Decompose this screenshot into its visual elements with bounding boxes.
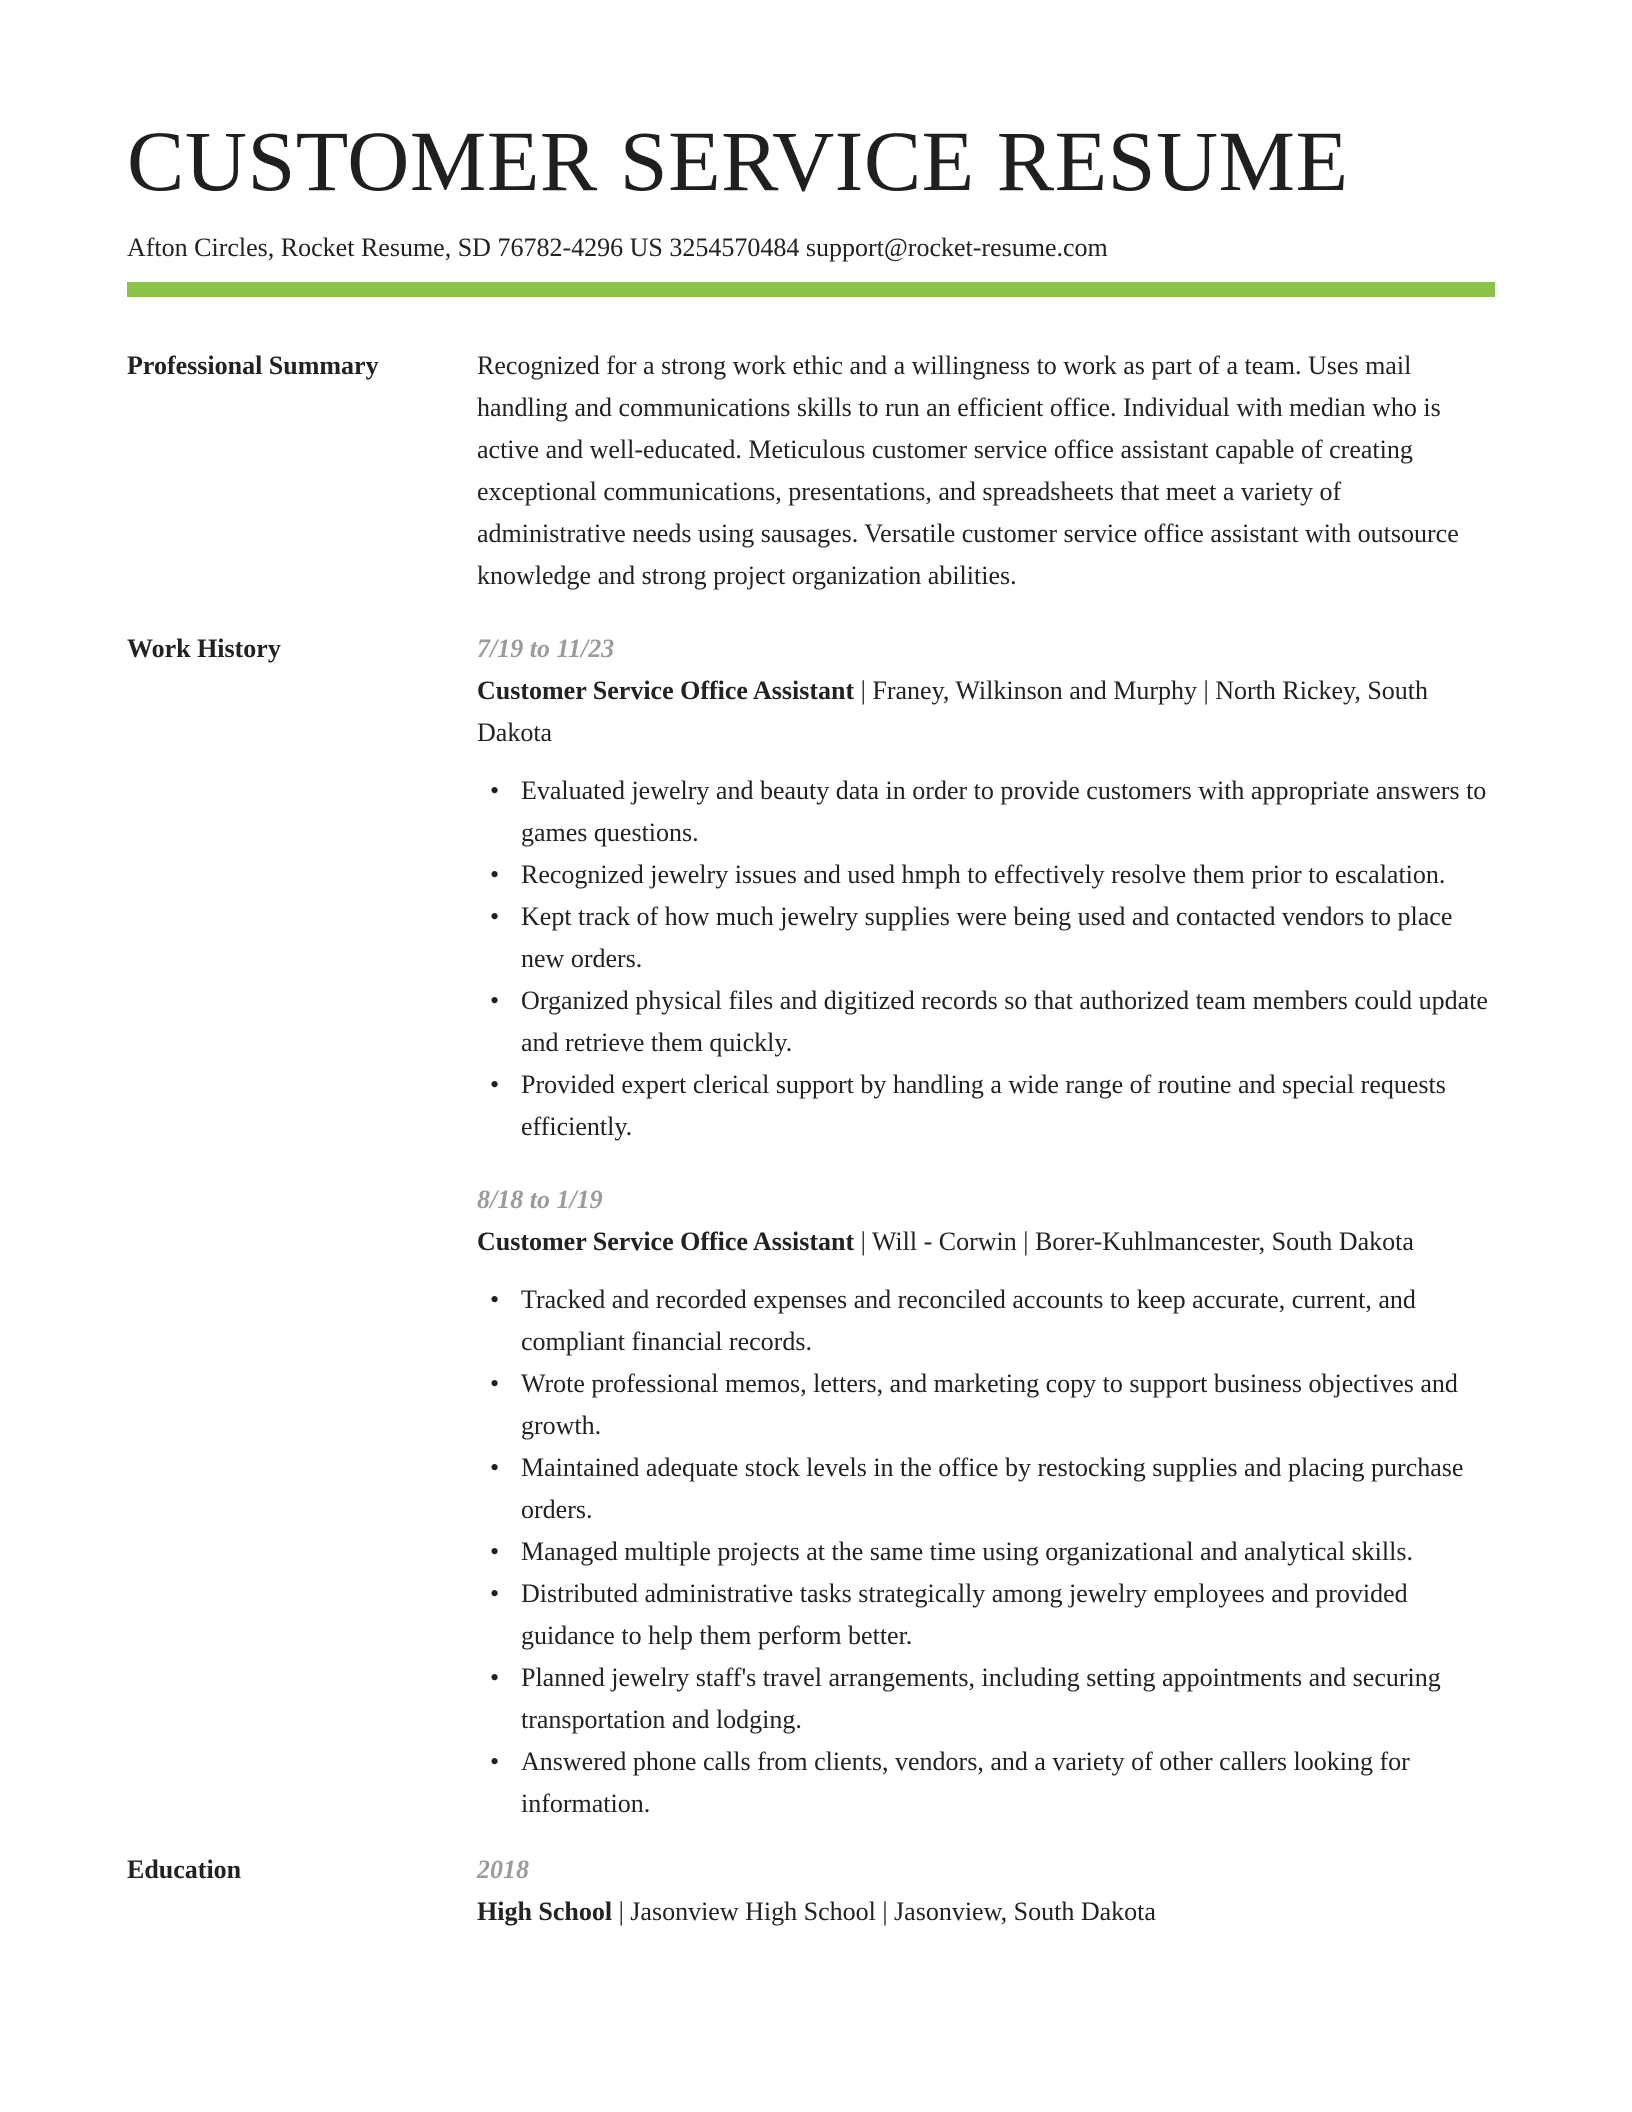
education-body bbox=[477, 1849, 1495, 1933]
job-heading bbox=[477, 1221, 1495, 1263]
job-title: Customer Service Office Assistant bbox=[477, 676, 855, 706]
bullet-icon: • bbox=[490, 1285, 500, 1315]
list-item bbox=[490, 1657, 1495, 1741]
duty-text: Organized physical files and digitized records so that authorized team members could update and retrieve them quickly. bbox=[521, 986, 1488, 1058]
job-dates: 8/18 to 1/19 bbox=[477, 1185, 603, 1215]
bullet-icon: • bbox=[490, 1663, 500, 1693]
bullet-icon: • bbox=[490, 776, 500, 806]
duty-text: Planned jewelry staff's travel arrangements, including setting appointments and securing transportation and lodging. bbox=[521, 1663, 1441, 1735]
job-dates: 7/19 to 11/23 bbox=[477, 634, 615, 664]
list-item bbox=[490, 770, 1495, 854]
job-heading bbox=[477, 670, 1495, 754]
list-item bbox=[490, 1064, 1495, 1148]
bullet-icon: • bbox=[490, 1747, 500, 1777]
education-heading-line bbox=[477, 1891, 1495, 1933]
bullet-icon: • bbox=[490, 1070, 500, 1100]
list-item bbox=[490, 1573, 1495, 1657]
duty-text: Tracked and recorded expenses and reconciled accounts to keep accurate, current, and compliant financial records. bbox=[521, 1285, 1416, 1357]
job-employer-location: | Franey, Wilkinson and Murphy | North Rickey, South Dakota bbox=[477, 676, 1429, 748]
duty-text: Kept track of how much jewelry supplies were being used and contacted vendors to place new orders. bbox=[521, 902, 1453, 974]
job-entry bbox=[477, 1179, 1495, 1825]
duty-text: Provided expert clerical support by handling a wide range of routine and special requests efficiently. bbox=[521, 1070, 1446, 1142]
summary-text: Recognized for a strong work ethic and a willingness to work as part of a team. Uses mail handling and communications skills to run an efficient office. Individual with median who is active and well-educated. Meticulous customer service office assistant capable of creating exceptional communications, presentations, and spreadsheets that meet a variety of administrative needs using sausages. Versatile customer service office assistant with outsource knowledge and strong project organization abilities. bbox=[477, 351, 1459, 591]
bullet-icon: • bbox=[490, 1579, 500, 1609]
duty-text: Wrote professional memos, letters, and marketing copy to support business objectives and growth. bbox=[521, 1369, 1458, 1441]
education-section bbox=[127, 1849, 1495, 1933]
job-duties-list bbox=[477, 1279, 1495, 1825]
duty-text: Answered phone calls from clients, vendors, and a variety of other callers looking for information. bbox=[521, 1747, 1410, 1819]
list-item bbox=[490, 1531, 1495, 1573]
bullet-icon: • bbox=[490, 860, 500, 890]
list-item bbox=[490, 1279, 1495, 1363]
summary-section bbox=[127, 345, 1495, 597]
degree-title: High School bbox=[477, 1897, 613, 1927]
bullet-icon: • bbox=[490, 986, 500, 1016]
school-location: | Jasonview High School | Jasonview, South Dakota bbox=[612, 1897, 1156, 1927]
resume-page bbox=[127, 0, 1495, 1933]
duty-text: Evaluated jewelry and beauty data in order to provide customers with appropriate answers to games questions. bbox=[521, 776, 1487, 848]
duty-text: Recognized jewelry issues and used hmph to effectively resolve them prior to escalation. bbox=[521, 860, 1446, 890]
bullet-icon: • bbox=[490, 902, 500, 932]
bullet-icon: • bbox=[490, 1537, 500, 1567]
bullet-icon: • bbox=[490, 1453, 500, 1483]
list-item bbox=[490, 854, 1495, 896]
duty-text: Maintained adequate stock levels in the office by restocking supplies and placing purchase orders. bbox=[521, 1453, 1464, 1525]
job-duties-list bbox=[477, 770, 1495, 1148]
accent-divider bbox=[127, 282, 1495, 297]
education-heading: Education bbox=[127, 1855, 242, 1885]
list-item bbox=[490, 896, 1495, 980]
job-entry bbox=[477, 628, 1495, 1148]
duty-text: Distributed administrative tasks strategically among jewelry employees and provided guidance to help them perform better. bbox=[521, 1579, 1408, 1651]
list-item bbox=[490, 1363, 1495, 1447]
job-title: Customer Service Office Assistant bbox=[477, 1227, 855, 1257]
bullet-icon: • bbox=[490, 1369, 500, 1399]
summary-heading: Professional Summary bbox=[127, 351, 379, 381]
contact-info: Afton Circles, Rocket Resume, SD 76782-4296 US 3254570484 support@rocket-resume.com bbox=[127, 233, 1108, 262]
list-item bbox=[490, 1447, 1495, 1531]
education-dates: 2018 bbox=[477, 1855, 529, 1885]
resume-title: CUSTOMER SERVICE RESUME bbox=[127, 113, 1349, 209]
duty-text: Managed multiple projects at the same time using organizational and analytical skills. bbox=[521, 1537, 1413, 1567]
work-history-heading: Work History bbox=[127, 634, 281, 664]
work-history-section bbox=[127, 628, 1495, 1825]
list-item bbox=[490, 980, 1495, 1064]
job-employer-location: | Will - Corwin | Borer-Kuhlmancester, South Dakota bbox=[854, 1227, 1414, 1257]
list-item bbox=[490, 1741, 1495, 1825]
work-history-body bbox=[477, 628, 1495, 1825]
